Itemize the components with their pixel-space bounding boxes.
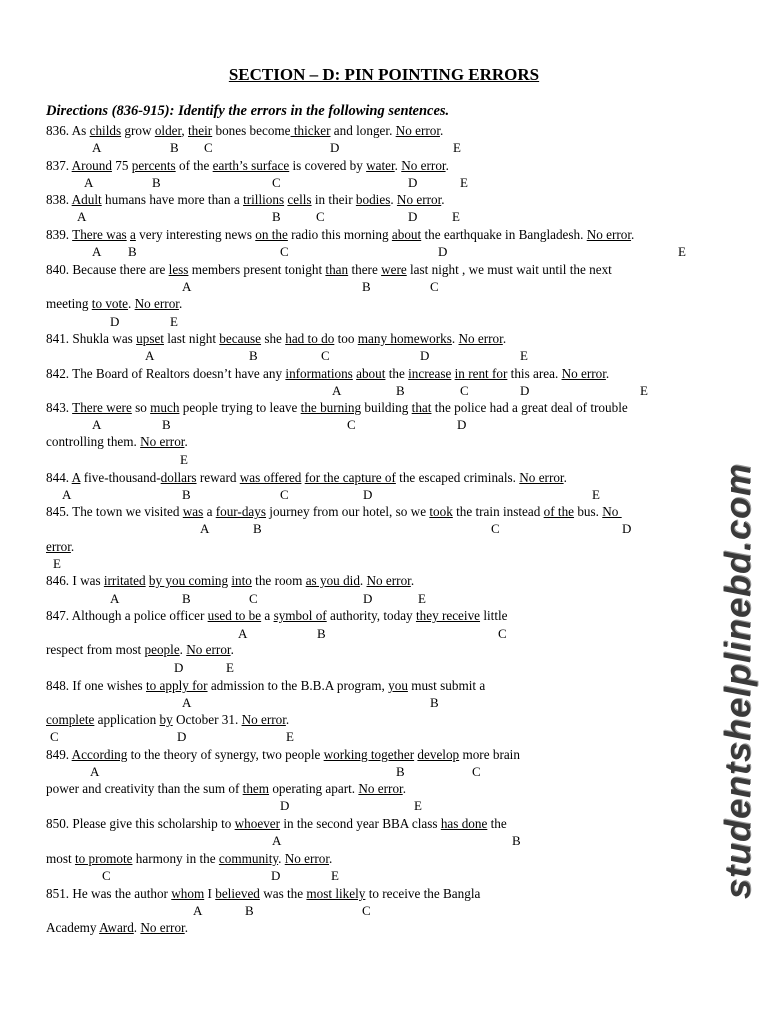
- text-segment: .: [410, 573, 415, 588]
- underlined-segment: took: [429, 504, 453, 519]
- option-letter: D: [520, 383, 530, 398]
- underlined-segment: There were: [72, 400, 132, 415]
- text-segment: last night , we must wait until the next: [406, 262, 612, 277]
- underlined-segment: Around: [71, 158, 112, 173]
- text-segment: reward: [196, 470, 240, 485]
- text-segment: five-thousand-: [80, 470, 161, 485]
- option-letter: A: [92, 140, 102, 155]
- option-letter: A: [84, 175, 94, 190]
- option-letter: A: [200, 521, 210, 536]
- underlined-segment: of the: [543, 504, 575, 519]
- text-segment: little: [480, 608, 508, 623]
- question-line: [46, 331, 506, 347]
- question-line: [46, 296, 182, 312]
- question-line: [46, 192, 445, 208]
- underlined-segment: water: [366, 158, 395, 173]
- option-letter: B: [253, 521, 262, 536]
- text-segment: operating apart.: [269, 781, 359, 796]
- question-line: [46, 851, 332, 867]
- text-segment: authority, today: [326, 608, 416, 623]
- underlined-segment: whom: [171, 886, 205, 901]
- underlined-segment: as you did: [305, 573, 360, 588]
- text-segment: I: [204, 886, 216, 901]
- option-letter: E: [460, 175, 468, 190]
- option-letter: B: [362, 279, 371, 294]
- underlined-segment: informations: [285, 366, 353, 381]
- text-segment: .: [402, 781, 406, 796]
- text-segment: respect from most: [46, 642, 145, 657]
- text-segment: ,: [181, 123, 188, 138]
- underlined-segment: cells: [287, 192, 312, 207]
- option-letter: C: [204, 140, 213, 155]
- option-letter: C: [316, 209, 325, 224]
- underlined-segment: that: [411, 400, 432, 415]
- question-line: [46, 573, 414, 589]
- question-line: [46, 262, 612, 278]
- text-segment: most: [46, 851, 75, 866]
- option-letter: B: [396, 764, 405, 779]
- underlined-segment: No error: [140, 920, 185, 935]
- text-segment: harmony in the: [132, 851, 219, 866]
- underlined-segment: they receive: [415, 608, 481, 623]
- option-letter: D: [330, 140, 340, 155]
- option-letter: C: [102, 868, 111, 883]
- option-letter: E: [452, 209, 460, 224]
- option-letter: E: [678, 244, 686, 259]
- underlined-segment: No error: [561, 366, 606, 381]
- text-segment: humans have more than a: [101, 192, 244, 207]
- underlined-segment: to apply for: [146, 678, 208, 693]
- option-letter: C: [272, 175, 281, 190]
- underlined-segment: irritated: [103, 573, 146, 588]
- option-letter: B: [152, 175, 161, 190]
- question-line: [46, 400, 628, 416]
- underlined-segment: upset: [136, 331, 164, 346]
- underlined-segment: their: [188, 123, 213, 138]
- text-segment: so: [131, 400, 151, 415]
- text-segment: .: [184, 434, 188, 449]
- question-line: [46, 158, 449, 174]
- question-line: [46, 608, 508, 624]
- text-segment: must submit a: [407, 678, 486, 693]
- underlined-segment: No error: [395, 123, 440, 138]
- text-segment: .: [390, 192, 397, 207]
- text-segment: 851. He was the author: [46, 886, 172, 901]
- option-letter: B: [430, 695, 439, 710]
- option-letter: D: [177, 729, 187, 744]
- text-segment: 837.: [46, 158, 72, 173]
- underlined-segment: because: [219, 331, 262, 346]
- text-segment: the train instead: [452, 504, 544, 519]
- underlined-segment: No error: [366, 573, 411, 588]
- underlined-segment: about: [356, 366, 386, 381]
- option-letter: D: [174, 660, 184, 675]
- underlined-segment: develop: [417, 747, 460, 762]
- question-line: [46, 712, 289, 728]
- option-letter: C: [280, 487, 289, 502]
- underlined-segment: used to be: [207, 608, 262, 623]
- text-segment: .: [502, 331, 507, 346]
- underlined-segment: than: [325, 262, 349, 277]
- text-segment: .: [359, 573, 367, 588]
- text-segment: grow: [121, 123, 155, 138]
- underlined-segment: by you coming: [148, 573, 229, 588]
- option-letter: C: [347, 417, 356, 432]
- option-letter: C: [362, 903, 371, 918]
- text-segment: people trying to leave: [179, 400, 301, 415]
- underlined-segment: earth’s surface: [212, 158, 290, 173]
- option-letter: D: [622, 521, 632, 536]
- option-letter: A: [92, 417, 102, 432]
- text-segment: .: [133, 920, 141, 935]
- underlined-segment: increase: [408, 366, 452, 381]
- text-segment: bus.: [574, 504, 603, 519]
- underlined-segment: believed: [215, 886, 260, 901]
- text-segment: admission to the B.B.A program,: [207, 678, 389, 693]
- text-segment: October 31.: [172, 712, 242, 727]
- option-letter: D: [420, 348, 430, 363]
- underlined-segment: thicker: [290, 123, 331, 138]
- text-segment: the earthquake in Bangladesh.: [421, 227, 587, 242]
- underlined-segment: bodies: [355, 192, 391, 207]
- question-line: [46, 366, 609, 382]
- option-letter: A: [77, 209, 87, 224]
- underlined-segment: in rent for: [454, 366, 508, 381]
- option-letter: E: [170, 314, 178, 329]
- underlined-segment: many homeworks: [357, 331, 452, 346]
- text-segment: the escaped criminals.: [395, 470, 520, 485]
- option-letter: E: [414, 798, 422, 813]
- text-segment: there: [348, 262, 382, 277]
- text-segment: too: [334, 331, 358, 346]
- text-segment: to receive the Bangla: [365, 886, 481, 901]
- text-segment: 843.: [46, 400, 73, 415]
- option-letter: C: [472, 764, 481, 779]
- underlined-segment: No error: [586, 227, 632, 242]
- underlined-segment: community: [218, 851, 279, 866]
- option-letter: A: [182, 695, 192, 710]
- text-segment: building: [361, 400, 412, 415]
- option-letter: E: [331, 868, 339, 883]
- underlined-segment: by: [159, 712, 173, 727]
- text-segment: 844.: [46, 470, 72, 485]
- underlined-segment: No error: [241, 712, 286, 727]
- underlined-segment: error: [46, 539, 71, 554]
- option-letter: A: [145, 348, 155, 363]
- text-segment: very interesting news: [135, 227, 256, 242]
- option-letter: C: [321, 348, 330, 363]
- underlined-segment: on the: [255, 227, 288, 242]
- text-segment: a: [261, 608, 274, 623]
- text-segment: the police had a great deal of trouble: [431, 400, 628, 415]
- question-line: [46, 920, 188, 936]
- text-segment: .: [439, 123, 444, 138]
- underlined-segment: were: [381, 262, 407, 277]
- question-line: [46, 227, 634, 243]
- option-letter: A: [193, 903, 203, 918]
- option-letter: B: [170, 140, 179, 155]
- option-letter: A: [92, 244, 102, 259]
- text-segment: 838.: [46, 192, 72, 207]
- underlined-segment: was: [182, 504, 204, 519]
- option-letter: E: [418, 591, 426, 606]
- underlined-segment: a: [130, 227, 136, 242]
- underlined-segment: complete: [46, 712, 95, 727]
- option-letter: C: [249, 591, 258, 606]
- question-line: [46, 123, 443, 139]
- text-segment: a: [203, 504, 216, 519]
- option-letter: D: [363, 591, 373, 606]
- option-letter: C: [50, 729, 59, 744]
- text-segment: and longer.: [330, 123, 396, 138]
- underlined-segment: No error: [396, 192, 442, 207]
- underlined-segment: into: [231, 573, 252, 588]
- option-letter: E: [180, 452, 188, 467]
- text-segment: 845. The town we visited: [46, 504, 183, 519]
- option-letter: B: [317, 626, 326, 641]
- underlined-segment: working together: [323, 747, 415, 762]
- text-segment: controlling them.: [46, 434, 141, 449]
- underlined-segment: symbol of: [273, 608, 327, 623]
- text-segment: .: [179, 642, 187, 657]
- underlined-segment: No error: [140, 434, 185, 449]
- option-letter: A: [90, 764, 100, 779]
- question-line: [46, 642, 234, 658]
- underlined-segment: A: [71, 470, 81, 485]
- text-segment: .: [329, 851, 333, 866]
- option-letter: B: [128, 244, 137, 259]
- underlined-segment: less: [168, 262, 189, 277]
- underlined-segment: whoever: [234, 816, 281, 831]
- text-segment: 849.: [46, 747, 72, 762]
- question-line: [46, 434, 188, 450]
- underlined-segment: trillions: [243, 192, 285, 207]
- option-letter: C: [280, 244, 289, 259]
- text-segment: this area.: [507, 366, 562, 381]
- text-segment: in their: [311, 192, 356, 207]
- text-segment: was the: [259, 886, 307, 901]
- option-letter: D: [271, 868, 281, 883]
- underlined-segment: the burning: [300, 400, 362, 415]
- text-segment: 842. The Board of Realtors doesn’t have any: [46, 366, 286, 381]
- option-letter: E: [53, 556, 61, 571]
- directions-text: Directions (836-915): Identify the errors in the following sentences.: [46, 103, 450, 119]
- text-segment: .: [441, 192, 445, 207]
- underlined-segment: has done: [440, 816, 488, 831]
- underlined-segment: childs: [89, 123, 122, 138]
- text-segment: the: [385, 366, 409, 381]
- option-letter: D: [363, 487, 373, 502]
- text-segment: 841. Shukla was: [46, 331, 137, 346]
- underlined-segment: Award: [99, 920, 134, 935]
- page-title: SECTION – D: PIN POINTING ERRORS: [228, 65, 540, 84]
- underlined-segment: No: [602, 504, 622, 519]
- underlined-segment: Adult: [71, 192, 102, 207]
- question-line: [46, 539, 74, 555]
- underlined-segment: to vote: [91, 296, 129, 311]
- question-line: [46, 816, 507, 832]
- option-letter: C: [498, 626, 507, 641]
- text-segment: power and creativity than the sum of: [46, 781, 243, 796]
- underlined-segment: According: [71, 747, 128, 762]
- option-letter: A: [110, 591, 120, 606]
- option-letter: E: [640, 383, 648, 398]
- underlined-segment: them: [242, 781, 270, 796]
- option-letter: E: [520, 348, 528, 363]
- text-segment: 850. Please give this scholarship to: [46, 816, 235, 831]
- underlined-segment: No error: [186, 642, 231, 657]
- text-segment: .: [445, 158, 449, 173]
- option-letter: D: [280, 798, 290, 813]
- text-segment: more brain: [459, 747, 520, 762]
- underlined-segment: No error: [358, 781, 403, 796]
- text-segment: 846. I was: [46, 573, 104, 588]
- text-segment: the: [487, 816, 507, 831]
- text-segment: .: [563, 470, 567, 485]
- text-segment: meeting: [46, 296, 92, 311]
- text-segment: 839.: [46, 227, 73, 242]
- text-segment: .: [285, 712, 290, 727]
- option-letter: A: [238, 626, 248, 641]
- option-letter: B: [245, 903, 254, 918]
- text-segment: .: [128, 296, 135, 311]
- question-line: [46, 678, 485, 694]
- text-segment: bones become: [212, 123, 291, 138]
- underlined-segment: percents: [131, 158, 176, 173]
- text-segment: is covered by: [289, 158, 367, 173]
- underlined-segment: No error: [284, 851, 330, 866]
- question-line: [46, 504, 622, 520]
- option-letter: A: [182, 279, 192, 294]
- underlined-segment: about: [391, 227, 422, 242]
- text-segment: last night: [163, 331, 220, 346]
- text-segment: application: [94, 712, 160, 727]
- option-letter: D: [408, 175, 418, 190]
- text-segment: .: [184, 920, 188, 935]
- text-segment: members present tonight: [188, 262, 326, 277]
- option-letter: B: [396, 383, 405, 398]
- text-segment: 75: [111, 158, 132, 173]
- option-letter: C: [430, 279, 439, 294]
- text-segment: .: [70, 539, 75, 554]
- option-letter: B: [249, 348, 258, 363]
- option-letter: E: [592, 487, 600, 502]
- text-segment: journey from our hotel, so we: [266, 504, 430, 519]
- option-letter: B: [162, 417, 171, 432]
- text-segment: to the theory of synergy, two people: [127, 747, 324, 762]
- underlined-segment: four-days: [215, 504, 266, 519]
- underlined-segment: had to do: [285, 331, 335, 346]
- text-segment: .: [451, 331, 459, 346]
- option-letter: C: [460, 383, 469, 398]
- question-line: [46, 886, 480, 902]
- text-segment: of the: [175, 158, 213, 173]
- underlined-segment: most likely: [306, 886, 366, 901]
- underlined-segment: dollars: [160, 470, 197, 485]
- underlined-segment: No error: [519, 470, 564, 485]
- text-segment: Academy: [46, 920, 100, 935]
- option-letter: E: [286, 729, 294, 744]
- underlined-segment: was offered: [239, 470, 302, 485]
- option-letter: B: [182, 591, 191, 606]
- text-segment: in the second year BBA class: [280, 816, 441, 831]
- option-letter: D: [457, 417, 467, 432]
- option-letter: A: [272, 833, 282, 848]
- underlined-segment: for the capture of: [304, 470, 396, 485]
- underlined-segment: No error: [401, 158, 446, 173]
- text-segment: 847. Although a police officer: [46, 608, 208, 623]
- text-segment: the room: [251, 573, 306, 588]
- option-letter: E: [226, 660, 234, 675]
- underlined-segment: people: [144, 642, 180, 657]
- question-line: [46, 470, 567, 486]
- text-segment: .: [178, 296, 183, 311]
- option-letter: B: [182, 487, 191, 502]
- text-segment: .: [278, 851, 285, 866]
- question-line: [46, 781, 406, 797]
- text-segment: 836. As: [46, 123, 90, 138]
- text-segment: 840. Because there are: [46, 262, 169, 277]
- underlined-segment: to promote: [74, 851, 133, 866]
- option-letter: B: [272, 209, 281, 224]
- text-segment: .: [394, 158, 402, 173]
- option-letter: D: [408, 209, 418, 224]
- text-segment: .: [605, 366, 610, 381]
- option-letter: B: [512, 833, 521, 848]
- question-line: [46, 747, 520, 763]
- underlined-segment: There was: [72, 227, 127, 242]
- underlined-segment: older: [154, 123, 182, 138]
- text-segment: radio this morning: [287, 227, 392, 242]
- option-letter: C: [491, 521, 500, 536]
- option-letter: A: [332, 383, 342, 398]
- option-letter: D: [438, 244, 448, 259]
- underlined-segment: No error: [134, 296, 179, 311]
- text-segment: .: [230, 642, 234, 657]
- option-letter: E: [453, 140, 461, 155]
- text-segment: she: [261, 331, 286, 346]
- option-letter: D: [110, 314, 120, 329]
- underlined-segment: No error: [458, 331, 503, 346]
- text-segment: .: [631, 227, 635, 242]
- watermark: studentshelplinebd.com: [717, 462, 758, 899]
- underlined-segment: you: [388, 678, 408, 693]
- option-letter: A: [62, 487, 72, 502]
- text-segment: 848. If one wishes: [46, 678, 146, 693]
- underlined-segment: much: [150, 400, 180, 415]
